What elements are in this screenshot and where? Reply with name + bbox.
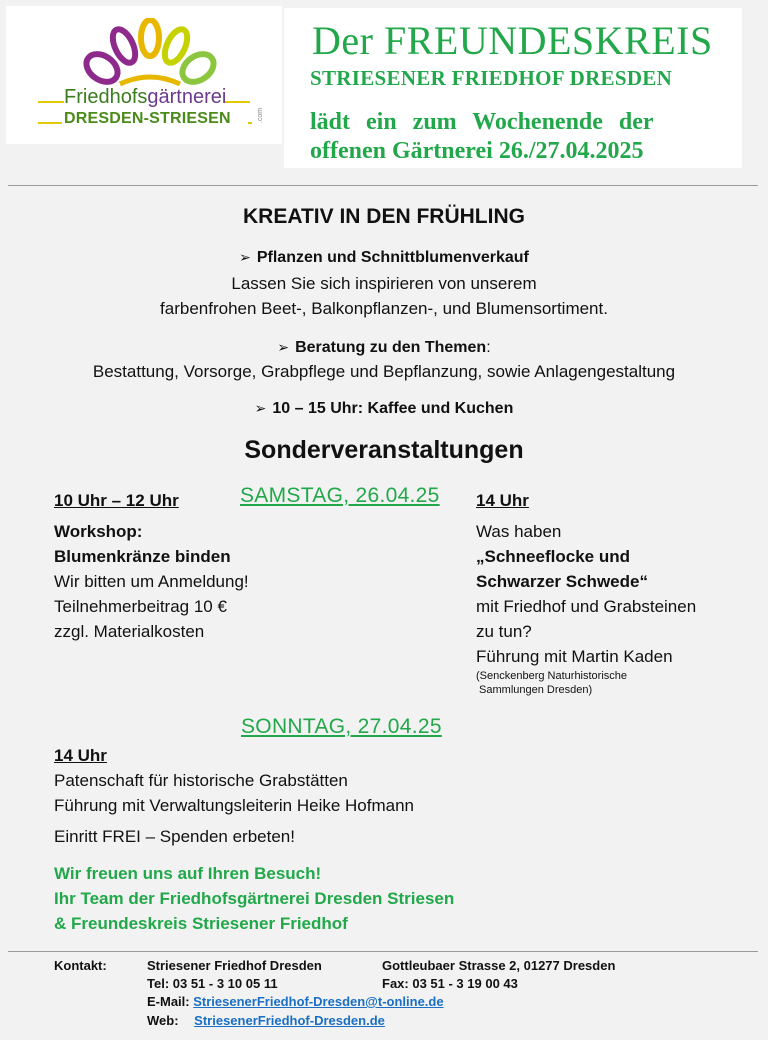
text-line: farbenfrohen Beet-, Balkonpflanzen-, und Blumensortiment. [160,299,608,318]
tour-line: Was haben [476,522,562,541]
saturday-workshop [54,519,249,644]
tour-line: zu tun? [476,622,532,641]
text-line: Lassen Sie sich inspirieren von unserem [231,274,537,293]
logo-name-part2: gärtnerei [147,86,227,108]
bullet-item-consulting [0,339,768,357]
sunday-time: 14 Uhr [54,746,107,765]
sunday-admission: Einritt FREI – Spenden erbeten! [54,827,295,846]
workshop-note: Wir bitten um Anmeldung! [54,572,249,591]
workshop-title: Blumenkränze binden [54,547,231,566]
website-link[interactable]: StriesenerFriedhof-Dresden.de [194,1013,385,1028]
bullet-colon: : [486,339,491,356]
sunday-event [54,743,414,849]
invite-line-2: offenen Gärtnerei 26./27.04.2025 [310,138,644,164]
logo-name [64,86,226,109]
saturday-right-time: 14 Uhr [476,491,529,510]
footer-phone: Tel: 03 51 - 3 10 05 11 [147,976,278,991]
arrow-bullet-icon: ➢ [254,400,267,416]
special-events-heading: Sonderveranstaltungen [244,436,524,464]
email-link[interactable]: StriesenerFriedhof-Dresden@t-online.de [193,994,444,1009]
footer-web-label: Web: [147,1013,179,1028]
workshop-label: Workshop: [54,522,143,541]
workshop-fee: Teilnehmerbeitrag 10 € [54,597,227,616]
bullet-item-coffee [0,400,768,418]
logo-suffix: .com [257,107,265,124]
text-line: Bestattung, Vorsorge, Grabpflege und Bepflanzung, sowie Anlagengestaltung [92,362,676,381]
footer-web-row [147,1013,385,1028]
tour-guide: Führung mit Martin Kaden [476,647,673,666]
saturday-tour [476,519,696,697]
logo-divider [38,101,64,103]
divider [8,951,758,952]
workshop-extra: zzgl. Materialkosten [54,622,205,641]
page-subtitle: STRIESENER FRIEDHOF DRESDEN [310,66,673,90]
logo-name-part1: Friedhofs [64,86,148,108]
bullet-title: Pflanzen und Schnittblumenverkauf [256,249,529,266]
divider [8,185,758,186]
closing-line: Ihr Team der Friedhofsgärtnerei Dresden Striesen [54,889,455,908]
sunday-line: Führung mit Verwaltungsleiterin Heike Hofmann [54,796,415,815]
bullet-item-plants [0,249,768,267]
closing-line: Wir freuen uns auf Ihren Besuch! [54,864,322,883]
footer-fax: Fax: 03 51 - 3 19 00 43 [382,976,518,991]
tour-guide-affiliation: Sammlungen Dresden) [476,684,593,696]
footer-contact-label: Kontakt: [54,958,107,973]
sunday-line: Patenschaft für historische Grabstätten [54,771,348,790]
bullet-title: Beratung zu den Themen [295,339,487,356]
bullet-title: 10 – 15 Uhr: Kaffee und Kuchen [272,400,514,417]
sunday-day-heading: SONNTAG, 27.04.25 [241,715,442,738]
logo-flower-icon [80,18,220,88]
saturday-left-time: 10 Uhr – 12 Uhr [54,491,179,510]
footer-email-row [147,994,444,1009]
tour-title: „Schneeflocke und [476,547,630,566]
tour-line: mit Friedhof und Grabsteinen [476,597,697,616]
page-title: Der FREUNDESKREIS [312,18,713,63]
arrow-bullet-icon: ➢ [239,249,251,265]
arrow-bullet-icon: ➢ [277,339,290,355]
invite-line-1: lädt ein zum Wochenende der [310,109,654,135]
tour-title: Schwarzer Schwede“ [476,572,648,591]
saturday-day-heading: SAMSTAG, 26.04.25 [240,484,440,507]
footer-org: Striesener Friedhof Dresden [147,958,322,973]
logo-divider [248,122,252,124]
logo-location: DRESDEN-STRIESEN [64,110,231,127]
logo-divider [224,101,250,103]
closing-line: & Freundeskreis Striesener Friedhof [54,914,348,933]
tour-guide-affiliation: (Senckenberg Naturhistorische [476,670,628,682]
section-heading: KREATIV IN DEN FRÜHLING [243,205,525,228]
footer-address: Gottleubaer Strasse 2, 01277 Dresden [382,958,616,973]
logo-divider [38,122,62,124]
footer-email-label: E-Mail: [147,994,190,1009]
closing-message [54,861,454,936]
